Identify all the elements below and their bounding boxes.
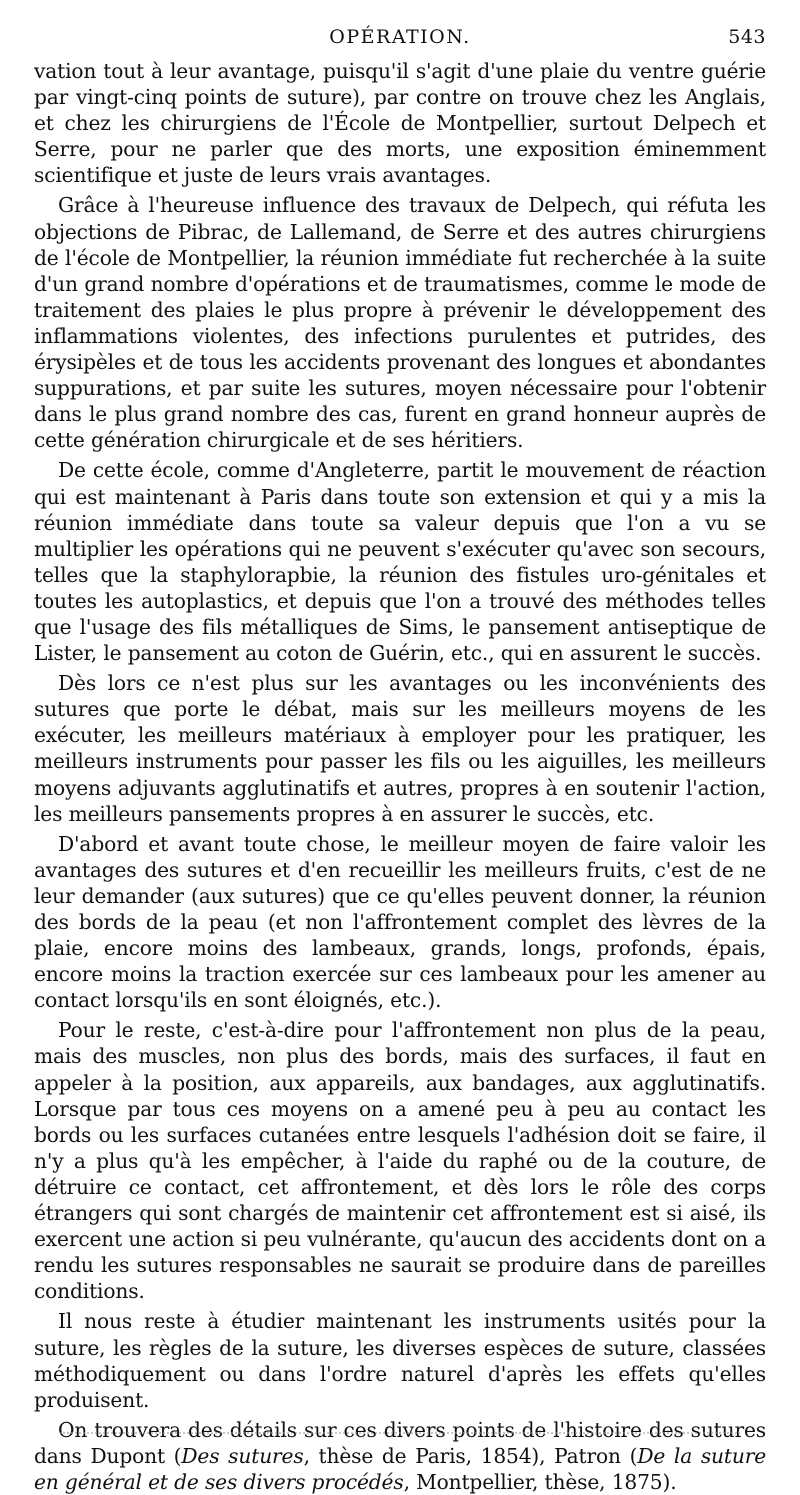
running-head [34,26,766,56]
paragraph: Dès lors ce n'est plus sur les avantages ou les inconvénients des sutures que porte le débat, mais sur les meilleurs moyens de les exécuter, les meilleurs matériaux à employer pour les pratiquer, les meilleurs instruments pour passer les fils ou les aiguilles, les meilleurs moyens adjuvants agglutinatifs et autres, propres à en soutenir l'action, les meilleurs pansements propres à en assurer le succès, etc. [34,671,766,826]
reference-title: Des sutures [181,1443,304,1468]
body-text [34,58,766,1495]
reference-title: De la suture en général et de ses divers procédés [34,1443,766,1494]
paragraph: Grâce à l'heureuse influence des travaux de Delpech, qui réfuta les objections de Pibrac, de Lallemand, de Serre et des autres chirurgiens de l'école de Montpellier, la réunion immédiate fut recherchée à la suite d'un grand nombre d'opérations et de traumatismes, comme le mode de traitement des plaies le plus propre à prévenir le développement des inflammations violentes, des infections purulentes et putrides, des érysipèles et de tous les accidents provenant des longues et abondantes suppurations, et par suite les sutures, moyen nécessaire pour l'obtenir dans le plus grand nombre des cas, furent en grand honneur auprès de cette génération chirurgicale et de ses héritiers. [34,193,766,453]
paragraph-references [34,1417,766,1495]
paragraph: D'abord et avant toute chose, le meilleur moyen de faire valoir les avantages des sutures et d'en recueillir les meilleurs fruits, c'est de ne leur demander (aux sutures) que ce qu'elles peuvent donner, la réunion des bords de la peau (et non l'affrontement complet des lèvres de la plaie, encore moins des lambeaux, grands, longs, profonds, épais, encore moins la traction exercée sur ces lambeaux pour les amener au contact lorsqu'ils en sont éloignés, etc.). [34,831,766,1013]
running-title: OPÉRATION. [329,26,471,48]
reference-text: , Montpellier, thèse, 1875). [403,1469,677,1494]
page-number: 543 [728,26,766,48]
bottom-bleed-through-line [60,1432,740,1434]
reference-text: , thèse de Paris, 1854), Patron ( [303,1443,638,1468]
paragraph: Pour le reste, c'est-à-dire pour l'affrontement non plus de la peau, mais des muscles, non plus des bords, mais des surfaces, il faut en appeler à la position, aux appareils, aux bandages, aux agglutinatifs. Lorsque par tous ces moyens on a amené peu à peu au contact les bords ou les surfaces cutanées entre lesquels l'adhésion doit se faire, il n'y a plus qu'à les empêcher, à l'aide du raphé ou de la couture, de détruire ce contact, cet affrontement, et dès lors le rôle des corps étrangers qui sont chargés de maintenir cet affrontement est si aisé, ils exercent une action si peu vulnérante, qu'aucun des accidents dont on a rendu les sutures responsables ne saurait se produire dans de pareilles conditions. [34,1018,766,1304]
paragraph: vation tout à leur avantage, puisqu'il s'agit d'une plaie du ventre guérie par vingt-cinq points de suture), par contre on trouve chez les Anglais, et chez les chirurgiens de l'École de Montpellier, surtout Delpech et Serre, pour ne parler que des morts, une exposition éminemment scientifique et juste de leurs vrais avantages. [34,59,766,188]
reference-text: On trouvera des détails sur ces divers points de l'histoire des sutures dans Dupont ( [34,1417,766,1468]
paragraph: Il nous reste à étudier maintenant les instruments usités pour la suture, les règles de la suture, les diverses espèces de suture, classées méthodiquement ou dans l'ordre naturel d'après les effets qu'elles produisent. [34,1309,766,1412]
paragraph: De cette école, comme d'Angleterre, partit le mouvement de réaction qui est maintenant à Paris dans toute son extension et qui y a mis la réunion immédiate dans toute sa valeur depuis que l'on a vu se multiplier les opérations qui ne peuvent s'exécuter qu'avec son secours, telles que la staphylorapbie, la réunion des fistules uro-génitales et toutes les autoplastics, et depuis que l'on a trouvé des méthodes telles que l'usage des fils métalliques de Sims, le pansement antiseptique de Lister, le pansement au coton de Guérin, etc., qui en assurent le succès. [34,458,766,666]
